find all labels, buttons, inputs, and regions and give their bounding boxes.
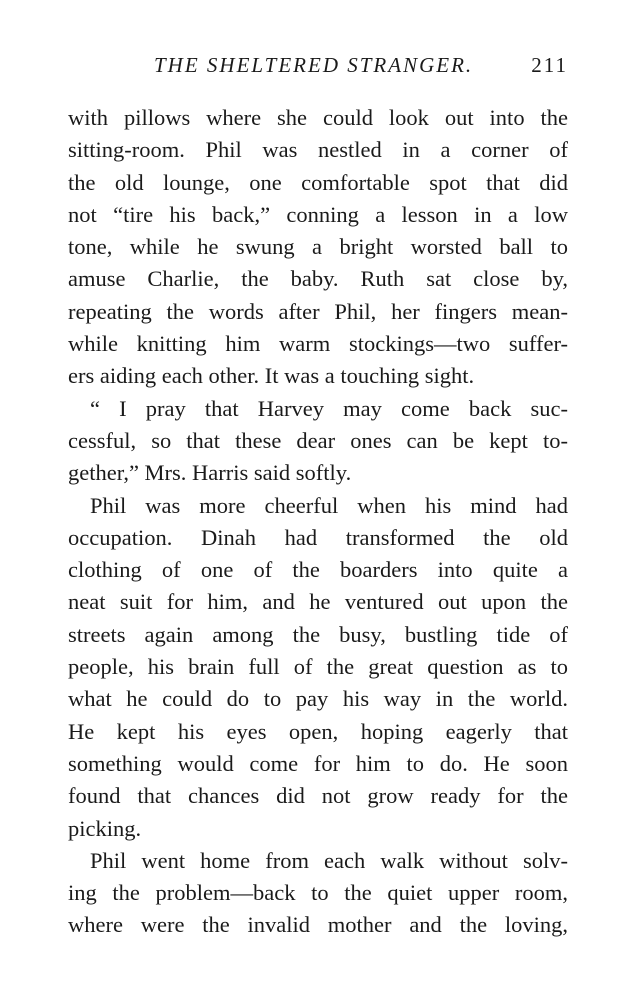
text-line: cessful, so that these dear ones can be kept to- <box>68 427 568 453</box>
text-line: gether,” Mrs. Harris said softly. <box>68 460 352 486</box>
body-text <box>68 102 568 942</box>
text-line: while knitting him warm stockings—two suffer- <box>68 331 568 357</box>
text-line: the old lounge, one comfortable spot that did <box>68 169 568 195</box>
page-number: 211 <box>531 53 568 77</box>
text-line: Phil went home from each walk without solv- <box>90 847 568 873</box>
text-line: ers aiding each other. It was a touching sight. <box>68 363 475 389</box>
text-line: with pillows where she could look out into the <box>68 105 568 130</box>
text-line: people, his brain full of the great question as to <box>68 654 568 680</box>
text-line: sitting-room. Phil was nestled in a corner of <box>68 137 568 163</box>
text-line: something would come for him to do. He soon <box>68 750 568 776</box>
text-line: amuse Charlie, the baby. Ruth sat close by, <box>68 266 568 292</box>
text-line: neat suit for him, and he ventured out upon the <box>68 589 568 615</box>
text-line: “ I pray that Harvey may come back suc- <box>90 395 568 421</box>
running-title: THE SHELTERED STRANGER. <box>154 53 474 77</box>
text-line: where were the invalid mother and the loving, <box>68 912 568 938</box>
text-line: found that chances did not grow ready for the <box>68 783 568 809</box>
text-line: streets again among the busy, bustling tide of <box>68 621 568 647</box>
text-line: He kept his eyes open, hoping eagerly that <box>68 718 568 744</box>
text-line: repeating the words after Phil, her fingers mean- <box>68 298 568 324</box>
text-line: what he could do to pay his way in the world. <box>68 686 568 712</box>
text-line: not “tire his back,” conning a lesson in a low <box>68 201 568 227</box>
text-line: tone, while he swung a bright worsted ball to <box>68 234 568 260</box>
text-line: ing the problem—back to the quiet upper room, <box>68 880 568 906</box>
text-line: Phil was more cheerful when his mind had <box>90 492 568 518</box>
running-header <box>68 50 568 80</box>
text-line: picking. <box>68 815 142 841</box>
text-line: clothing of one of the boarders into quite a <box>68 557 568 583</box>
text-line: occupation. Dinah had transformed the old <box>68 524 568 550</box>
